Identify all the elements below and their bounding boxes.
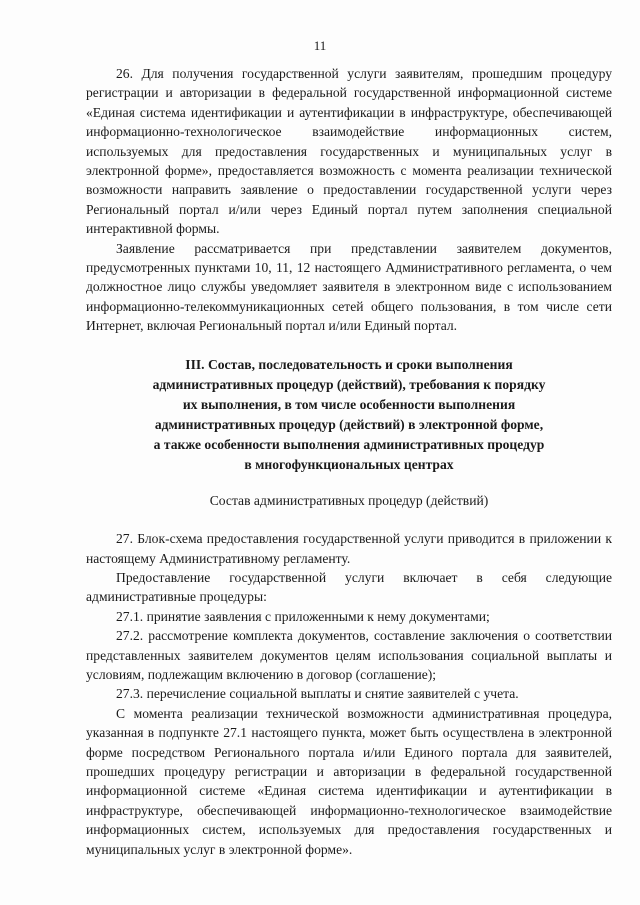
section-heading-line: в многофункциональных центрах (244, 456, 454, 472)
paragraph-procedures-intro: Предоставление государственной услуги включает в себя следующие административные процедуры: (86, 569, 612, 605)
paragraph-26: 26. Для получения государственной услуги заявителям, прошедшим процедуру регистрации и авторизации в федеральной государственной информационной системе «Единая система идентификации и аутентификации в инфраструктуре, обеспечивающей информационно-технологическое взаимодействие информационных систем, используемых для предоставления государственных и муниципальных услуг в электронной форме», предоставляется возможность с момента реализации технической возможности направить заявление о предоставлении государственной услуги через Региональный портал и/или через Единый портал путем заполнения специальной интерактивной формы. (86, 66, 612, 237)
paragraph-application-review: Заявление рассматривается при представлении заявителем документов, предусмотренных пунктами 10, 11, 12 настоящего Административного регламента, о чем должностное лицо службы уведомляет заявителя в электронном виде с использованием информационно-телекоммуникационных сетей общего пользования, в том числе сети Интернет, включая Региональный портал и/или Единый портал. (86, 240, 612, 334)
section-subheading: Состав административных процедур (действий) (209, 492, 489, 508)
document-body (86, 64, 612, 859)
section-heading-line: а также особенности выполнения административных процедур (153, 436, 545, 452)
page-number: 11 (313, 38, 327, 53)
section-heading-line: их выполнения, в том числе особенности выполнения (182, 396, 516, 412)
section-heading-line: административных процедур (действий) в электронной форме, (154, 416, 544, 432)
paragraph-27-2: 27.2. рассмотрение комплекта документов, составление заключения о соответствии представленных заявителем документов целям использования социальной выплаты и условиям, подлежащим включению в договор (соглашение); (86, 628, 612, 682)
section-heading-line: III. Состав, последовательность и сроки выполнения (185, 356, 513, 372)
paragraph-27-3: 27.3. перечисление социальной выплаты и снятие заявителей с учета. (116, 686, 519, 702)
paragraph-electronic-form: С момента реализации технической возможности административная процедура, указанная в подпункте 27.1 настоящего пункта, может быть осуществлена в электронной форме посредством Регионального портала и/или Единого портала для заявителей, прошедших процедуру регистрации и авторизации в федеральной государственной информационной системе «Единая система идентификации и аутентификации в инфраструктуре, обеспечивающей информационно-технологическое взаимодействие информационных систем, используемых для предоставления государственных и муниципальных услуг в электронной форме». (86, 705, 612, 857)
paragraph-27-1: 27.1. принятие заявления с приложенными к нему документами; (116, 608, 490, 624)
section-heading (86, 355, 612, 475)
section-heading-line: административных процедур (действий), требования к порядку (152, 376, 546, 392)
paragraph-27: 27. Блок-схема предоставления государственной услуги приводится в приложении к настоящему Административному регламенту. (86, 531, 612, 566)
